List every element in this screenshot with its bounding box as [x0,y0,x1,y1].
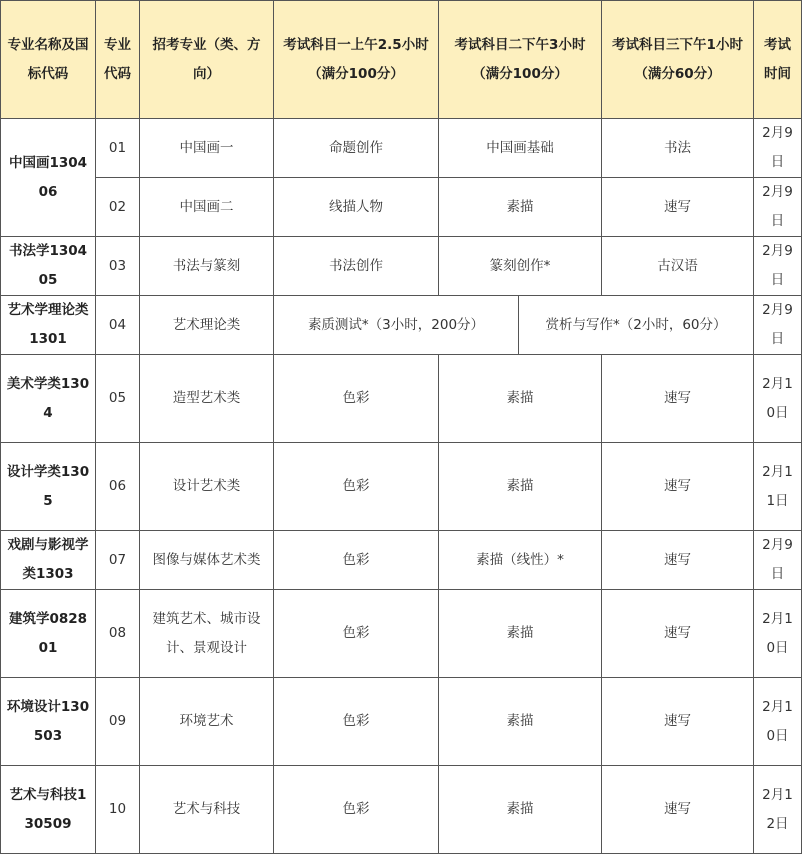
subject1: 色彩 [274,590,439,678]
exam-date: 2月9日 [754,119,802,178]
subject3: 速写 [602,531,754,590]
header-subject2: 考试科目二下午3小时 （满分100分） [439,1,602,119]
table-row [1,531,802,590]
subject1: 色彩 [274,766,439,854]
major-name: 建筑学082801 [1,590,96,678]
major-name: 戏剧与影视学类1303 [1,531,96,590]
split-subjects [274,296,754,355]
table-row [1,443,802,531]
subject2: 素描 [439,590,602,678]
table-row [1,678,802,766]
subject1: 色彩 [274,355,439,443]
table-row [1,590,802,678]
table-row [1,355,802,443]
table-row [1,119,802,178]
header-code: 专业代码 [96,1,140,119]
table-row [1,237,802,296]
subject1: 色彩 [274,678,439,766]
direction: 环境艺术 [140,678,274,766]
direction: 中国画二 [140,178,274,237]
table-header-row [1,1,802,119]
exam-date: 2月9日 [754,531,802,590]
direction: 设计艺术类 [140,443,274,531]
subject2: 素描 [439,178,602,237]
major-name: 中国画130406 [1,119,96,237]
header-subject1: 考试科目一上午2.5小时（满分100分） [274,1,439,119]
subject1: 书法创作 [274,237,439,296]
subject3: 速写 [602,590,754,678]
major-name: 书法学130405 [1,237,96,296]
subject2: 中国画基础 [439,119,602,178]
header-major: 专业名称及国标代码 [1,1,96,119]
major-code: 05 [96,355,140,443]
subject2: 素描（线性）* [439,531,602,590]
major-name: 艺术与科技130509 [1,766,96,854]
major-name: 艺术学理论类1301 [1,296,96,355]
subject1: 线描人物 [274,178,439,237]
subject3: 古汉语 [602,237,754,296]
exam-date: 2月9日 [754,237,802,296]
table-row [1,296,802,355]
exam-date: 2月12日 [754,766,802,854]
major-code: 07 [96,531,140,590]
subject2: 素描 [439,678,602,766]
subject1: 色彩 [274,443,439,531]
subject1: 素质测试*（3小时，200分） [274,296,519,354]
exam-date: 2月9日 [754,296,802,355]
exam-date: 2月10日 [754,355,802,443]
major-code: 06 [96,443,140,531]
direction: 书法与篆刻 [140,237,274,296]
direction: 图像与媒体艺术类 [140,531,274,590]
major-code: 02 [96,178,140,237]
table-row [1,178,802,237]
subject3: 速写 [602,355,754,443]
major-code: 09 [96,678,140,766]
subject2: 篆刻创作* [439,237,602,296]
major-code: 01 [96,119,140,178]
subject1: 命题创作 [274,119,439,178]
direction: 造型艺术类 [140,355,274,443]
exam-date: 2月10日 [754,590,802,678]
major-name: 环境设计130503 [1,678,96,766]
direction: 中国画一 [140,119,274,178]
subject2: 素描 [439,766,602,854]
table-row [1,766,802,854]
direction: 艺术理论类 [140,296,274,355]
subject3: 速写 [602,443,754,531]
subject2: 赏析与写作*（2小时，60分） [545,316,727,333]
header-date: 考试时间 [754,1,802,119]
major-code: 03 [96,237,140,296]
subject2: 素描 [439,355,602,443]
major-code: 04 [96,296,140,355]
direction: 艺术与科技 [140,766,274,854]
subject2: 素描 [439,443,602,531]
header-direction: 招考专业（类、方向） [140,1,274,119]
header-subject3: 考试科目三下午1小时（满分60分） [602,1,754,119]
major-name: 美术学类1304 [1,355,96,443]
major-code: 10 [96,766,140,854]
subject3: 书法 [602,119,754,178]
exam-date: 2月10日 [754,678,802,766]
major-name: 设计学类1305 [1,443,96,531]
exam-date: 2月9日 [754,178,802,237]
subject3: 速写 [602,178,754,237]
major-code: 08 [96,590,140,678]
subject3: 速写 [602,678,754,766]
direction: 建筑艺术、城市设计、景观设计 [140,590,274,678]
subject1: 色彩 [274,531,439,590]
exam-date: 2月11日 [754,443,802,531]
subject3: 速写 [602,766,754,854]
